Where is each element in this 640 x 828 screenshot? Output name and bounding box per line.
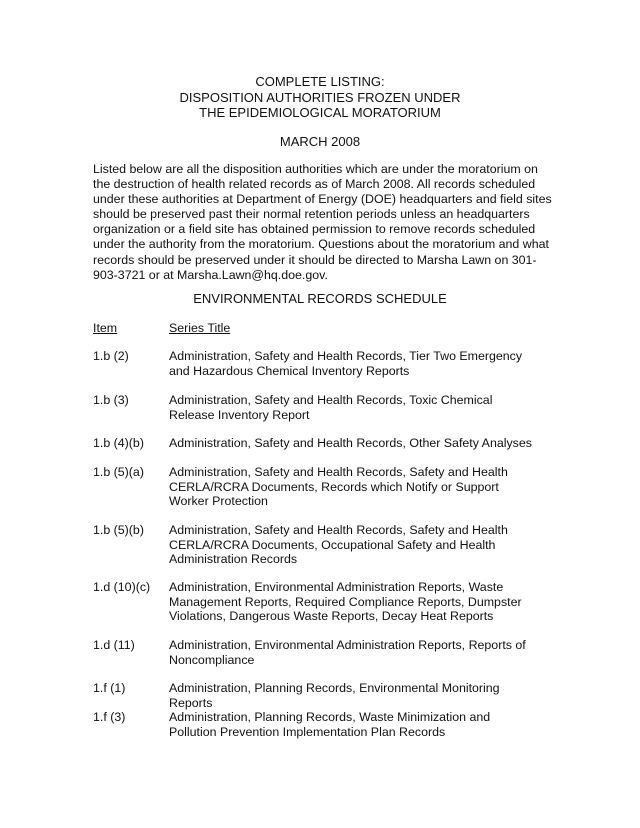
schedule-entry xyxy=(93,710,533,740)
entry-series-title: Administration, Safety and Health Records, Tier Two Emergency and Hazardous Chemical Inventory Reports xyxy=(169,349,523,378)
entry-series-title: Administration, Environmental Administration Reports, Reports of Noncompliance xyxy=(169,638,526,667)
entry-series-title: Administration, Safety and Health Records, Safety and Health CERLA/RCRA Documents, Occupational Safety and Health Administration Records xyxy=(169,523,508,567)
document-title xyxy=(0,74,640,121)
entry-series-title: Administration, Planning Records, Waste Minimization and Pollution Prevention Implementation Plan Records xyxy=(169,710,491,739)
entry-item-number: 1.b (3) xyxy=(93,393,129,407)
schedule-entry xyxy=(93,393,533,436)
entry-item-number: 1.b (2) xyxy=(93,349,129,363)
entry-item-number: 1.f (1) xyxy=(93,681,126,695)
schedule-entry xyxy=(93,523,533,580)
schedule-entry xyxy=(93,349,533,393)
entry-series-title: Administration, Safety and Health Records, Toxic Chemical Release Inventory Report xyxy=(169,393,493,422)
schedule-entry xyxy=(93,436,533,465)
schedule-entry xyxy=(93,465,533,523)
schedule-entry xyxy=(93,681,533,710)
entry-item-number: 1.d (10)(c) xyxy=(93,580,151,594)
document-date: MARCH 2008 xyxy=(279,134,361,149)
title-line: THE EPIDEMIOLOGICAL MORATORIUM xyxy=(199,105,441,120)
schedule-entry xyxy=(93,580,533,638)
item-column-header: Item xyxy=(93,321,118,335)
entry-item-number: 1.d (11) xyxy=(93,638,135,652)
entry-series-title: Administration, Safety and Health Records, Safety and Health CERLA/RCRA Documents, Records which Notify or Support Worker Protection xyxy=(169,465,508,509)
entry-item-number: 1.b (4)(b) xyxy=(93,436,144,450)
entry-series-title: Administration, Safety and Health Records, Other Safety Analyses xyxy=(169,436,532,450)
entry-series-title: Administration, Planning Records, Environmental Monitoring Reports xyxy=(169,681,500,710)
entry-item-number: 1.b (5)(a) xyxy=(93,465,144,479)
entry-series-title: Administration, Environmental Administration Reports, Waste Management Reports, Required Compliance Reports, Dumpster Violations, Dangerous Waste Reports, Decay Heat Reports xyxy=(169,580,522,624)
entry-item-number: 1.f (3) xyxy=(93,710,126,724)
title-line: COMPLETE LISTING: xyxy=(255,74,385,89)
schedule-entry xyxy=(93,638,533,681)
schedule-heading: ENVIRONMENTAL RECORDS SCHEDULE xyxy=(193,291,447,306)
intro-paragraph: Listed below are all the disposition authorities which are under the moratorium on the destruction of health related records as of March 2008. All records scheduled under these authorities at Department of Energy (DOE) headquarters and field sites should be preserved past their normal retention periods unless an headquarters organization or a field site has obtained permission to remove records scheduled under the authority from the moratorium. Questions about the moratorium and what records should be preserved under it should be directed to Marsha Lawn on 301-903-3721 or at Marsha.Lawn@hq.doe.gov. xyxy=(93,162,552,282)
entry-item-number: 1.b (5)(b) xyxy=(93,523,144,537)
series-title-column-header: Series Title xyxy=(169,321,231,335)
title-line: DISPOSITION AUTHORITIES FROZEN UNDER xyxy=(179,89,461,105)
schedule-entries xyxy=(93,349,533,740)
